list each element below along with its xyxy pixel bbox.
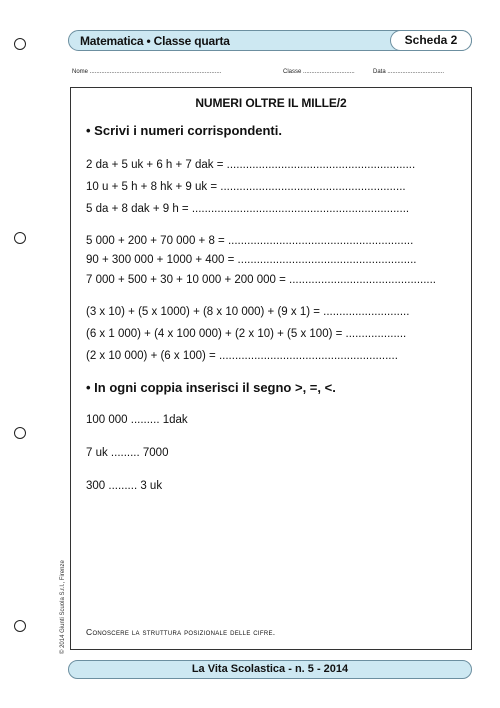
header-bar [68, 30, 472, 51]
exercise-line: (3 x 10) + (5 x 1000) + (8 x 10 000) + (9 x 1) = ........................... [86, 306, 410, 318]
binder-hole [14, 620, 26, 632]
exercise-line: 2 da + 5 uk + 6 h + 7 dak = ........................................................... [86, 159, 416, 171]
compare-line: 100 000 ......... 1dak [86, 414, 188, 426]
binder-hole [14, 38, 26, 50]
copyright-notice: © 2014 Giunti Scuola S.r.l., Firenze [60, 560, 66, 654]
compare-line: 300 ......... 3 uk [86, 480, 163, 492]
exercise-line: 10 u + 5 h + 8 hk + 9 uk = .......................................................... [86, 181, 406, 193]
sheet-number: Scheda 2 [390, 30, 472, 51]
footer-bar: La Vita Scolastica - n. 5 - 2014 [68, 660, 472, 679]
exercise-line: 5 da + 8 dak + 9 h = .................................................................... [86, 203, 410, 215]
instruction-compare: • In ogni coppia inserisci il segno >, =, <. [86, 380, 336, 395]
compare-line: 7 uk ......... 7000 [86, 447, 169, 459]
exercise-line: 90 + 300 000 + 1000 + 400 = ........................................................ [86, 254, 417, 266]
header-title: Matematica • Classe quarta [80, 34, 230, 48]
worksheet-title: NUMERI OLTRE IL MILLE/2 [195, 96, 347, 110]
date-field: Data .................................. [373, 69, 445, 75]
class-field: Classe ............................... [283, 69, 355, 75]
exercise-line: 7 000 + 500 + 30 + 10 000 + 200 000 = .............................................. [86, 274, 437, 286]
instruction-write-numbers: • Scrivi i numeri corrispondenti. [86, 123, 282, 138]
binder-hole [14, 427, 26, 439]
name-field: Nome ............................................................................... [72, 69, 222, 75]
exercise-line: (6 x 1 000) + (4 x 100 000) + (2 x 10) + (5 x 100) = ................... [86, 328, 407, 340]
exercise-line: (2 x 10 000) + (6 x 100) = ........................................................ [86, 350, 398, 362]
exercise-line: 5 000 + 200 + 70 000 + 8 = .......................................................... [86, 235, 414, 247]
learning-goal: Conoscere la struttura posizionale delle cifre. [86, 627, 276, 637]
worksheet-frame [70, 87, 472, 650]
binder-hole [14, 232, 26, 244]
